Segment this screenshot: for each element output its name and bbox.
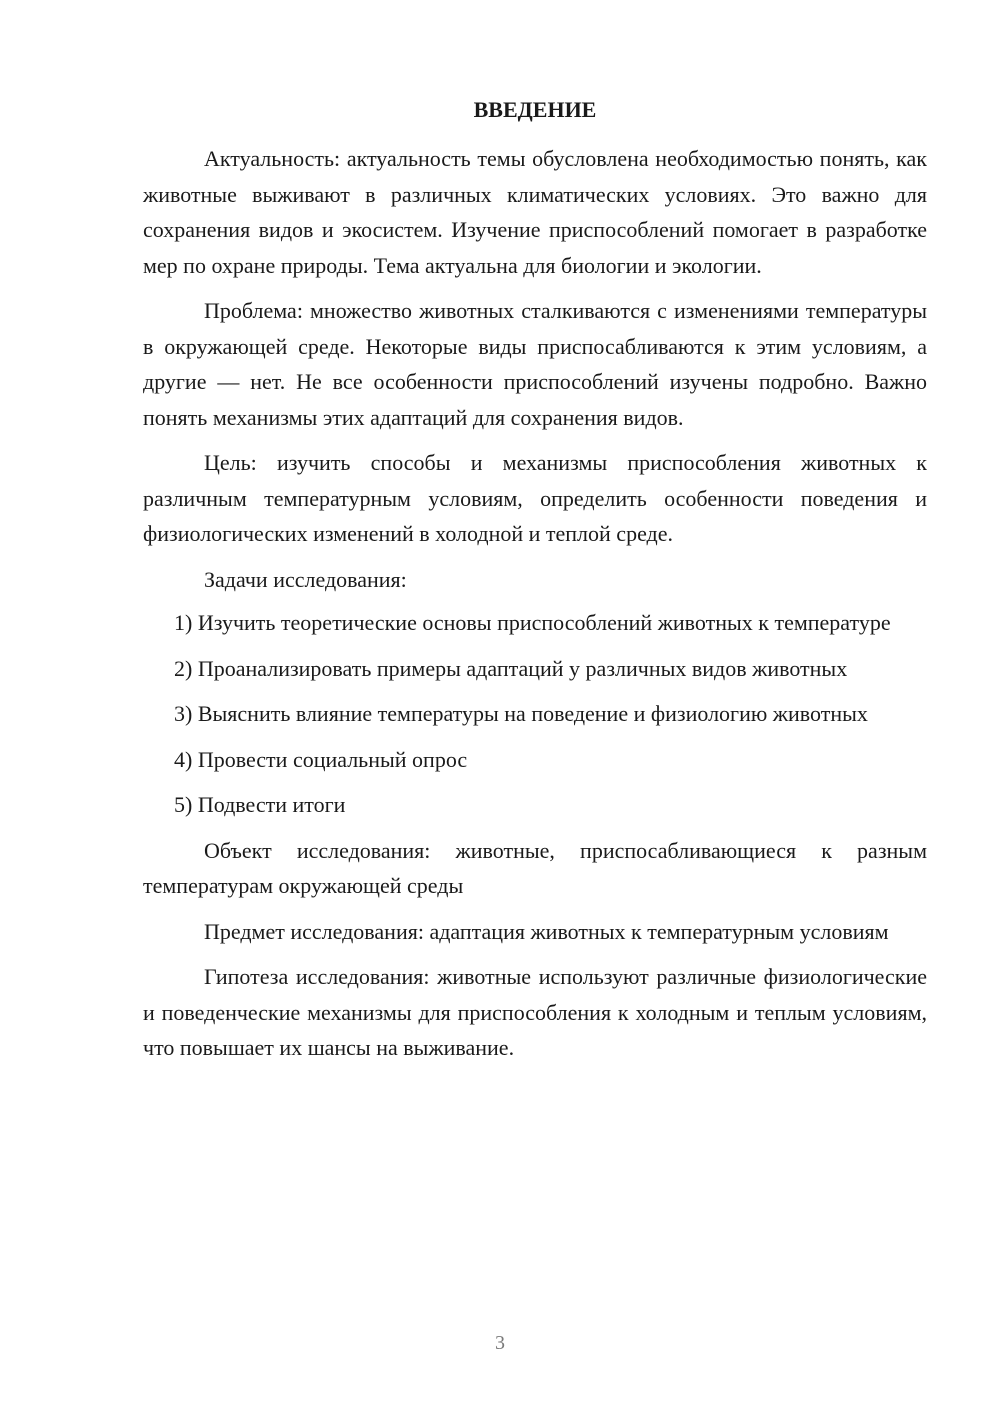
page-number: 3 xyxy=(495,1332,505,1354)
section-title: ВВЕДЕНИЕ xyxy=(473,97,597,122)
relevance-paragraph: Актуальность: актуальность темы обусловлена необходимостью понять, как животные выживают в различных климатических условиях. Это важно для сохранения видов и экосистем. Изучение приспособлений помогает в разработке мер по охране природы. Тема актуальна для биологии и экологии. xyxy=(143,146,927,278)
subject-paragraph: Предмет исследования: адаптация животных к температурным условиям xyxy=(204,918,889,944)
object-paragraph: Объект исследования: животные, приспосабливающиеся к разным температурам окружающей среды xyxy=(143,837,927,898)
task-item-1: 1) Изучить теоретические основы приспособлений животных к температуре xyxy=(174,610,891,635)
task-item-5: 5) Подвести итоги xyxy=(174,792,346,817)
tasks-heading: Задачи исследования: xyxy=(204,566,407,592)
problem-paragraph: Проблема: множество животных сталкиваются с изменениями температуры в окружающей среде. Некоторые виды приспосабливаются к этим условиям, а другие — нет. Не все особенности приспособлений изучены подробно. Важно понять механизмы этих адаптаций для сохранения видов. xyxy=(143,298,927,430)
document-page xyxy=(143,92,927,1076)
task-item-2: 2) Проанализировать примеры адаптаций у различных видов животных xyxy=(174,655,848,681)
hypothesis-paragraph: Гипотеза исследования: животные используют различные физиологические и поведенческие механизмы для приспособления к холодным и теплым условиям, что повышает их шансы на выживание. xyxy=(143,964,927,1060)
task-item-4: 4) Провести социальный опрос xyxy=(174,746,468,772)
task-item-3: 3) Выяснить влияние температуры на поведение и физиологию животных xyxy=(174,701,868,726)
goal-paragraph: Цель: изучить способы и механизмы приспособления животных к различным температурным условиям, определить особенности поведения и физиологических изменений в холодной и теплой среде. xyxy=(143,450,927,546)
